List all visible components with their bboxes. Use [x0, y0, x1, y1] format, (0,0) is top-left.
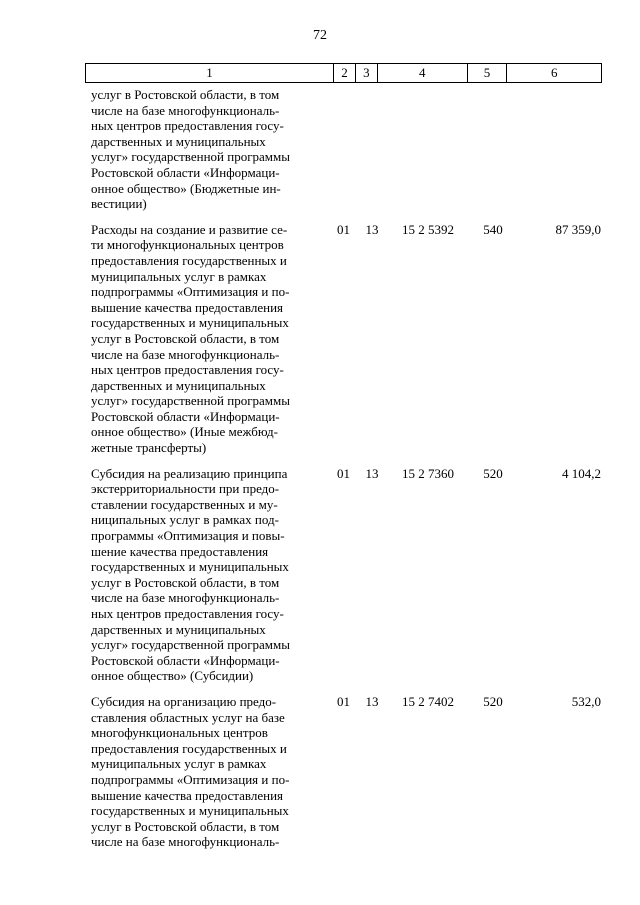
header-col-2: 2: [334, 64, 356, 82]
row-amount: 87 359,0: [555, 221, 601, 237]
row-description: Субсидия на организацию предо- ставления областных услуг на базе многофункциональных центров предоставления государственных и муниципальных услуг в рамках подпрограммы «Оптимизация и по- вышение качества предоставления государственных и муниципальных услуг в Ростовской области, в том числе на базе многофункциональ-: [91, 693, 290, 850]
row-subsection: 13: [365, 465, 379, 481]
row-section: 01: [337, 465, 350, 481]
row-expense-type: 520: [483, 693, 503, 709]
row-subsection: 13: [365, 693, 379, 709]
table-row: [91, 222, 601, 456]
row-amount: 4 104,2: [562, 465, 601, 481]
table-row: [91, 466, 601, 684]
row-target-article: 15 2 7402: [402, 693, 454, 709]
row-description: Расходы на создание и развитие се- ти многофункциональных центров предоставления государственных и муниципальных услуг в рамках подпрограммы «Оптимизация и по- вышение качества предоставления государственных и муниципальных услуг в Ростовской области, в том числе на базе многофункциональ- ных центров предоставления госу- дарственных и муниципальных услуг» государственной программы Ростовской области «Информаци- онное общество» (Иные межбюд- жетные трансферты): [91, 221, 290, 456]
row-expense-type: 520: [483, 465, 503, 481]
table-body: [91, 87, 601, 860]
table-row: [91, 87, 601, 212]
row-description: Субсидия на реализацию принципа экстерриториальности при предо- ставлении государственных и му- ниципальных услуг в рамках под- программы «Оптимизация и повы- шение качества предоставления государственных и муниципальных услуг в Ростовской области, в том числе на базе многофункциональ- ных центров предоставления госу- дарственных и муниципальных услуг» государственной программы Ростовской области «Информаци- онное общество» (Субсидии): [91, 465, 290, 684]
row-section: 01: [337, 221, 350, 237]
row-section: 01: [337, 693, 350, 709]
page-number: 72: [313, 28, 327, 43]
header-col-6: 6: [550, 65, 558, 80]
row-expense-type: 540: [483, 221, 503, 237]
header-col-3: 3: [356, 64, 378, 82]
row-amount: 532,0: [571, 693, 601, 709]
row-subsection: 13: [365, 221, 379, 237]
header-col-4: 4: [378, 64, 468, 82]
header-col-5: 5: [468, 64, 508, 82]
header-col-1: 1: [86, 64, 334, 82]
row-target-article: 15 2 5392: [402, 221, 454, 237]
table-row: [91, 694, 601, 850]
row-description: услуг в Ростовской области, в том числе на базе многофункциональ- ных центров предоставления госу- дарственных и муниципальных услуг» государственной программы Ростовской области «Информаци- онное общество» (Бюджетные ин- вестиции): [91, 87, 290, 212]
row-target-article: 15 2 7360: [402, 465, 454, 481]
table-header: [85, 63, 602, 83]
